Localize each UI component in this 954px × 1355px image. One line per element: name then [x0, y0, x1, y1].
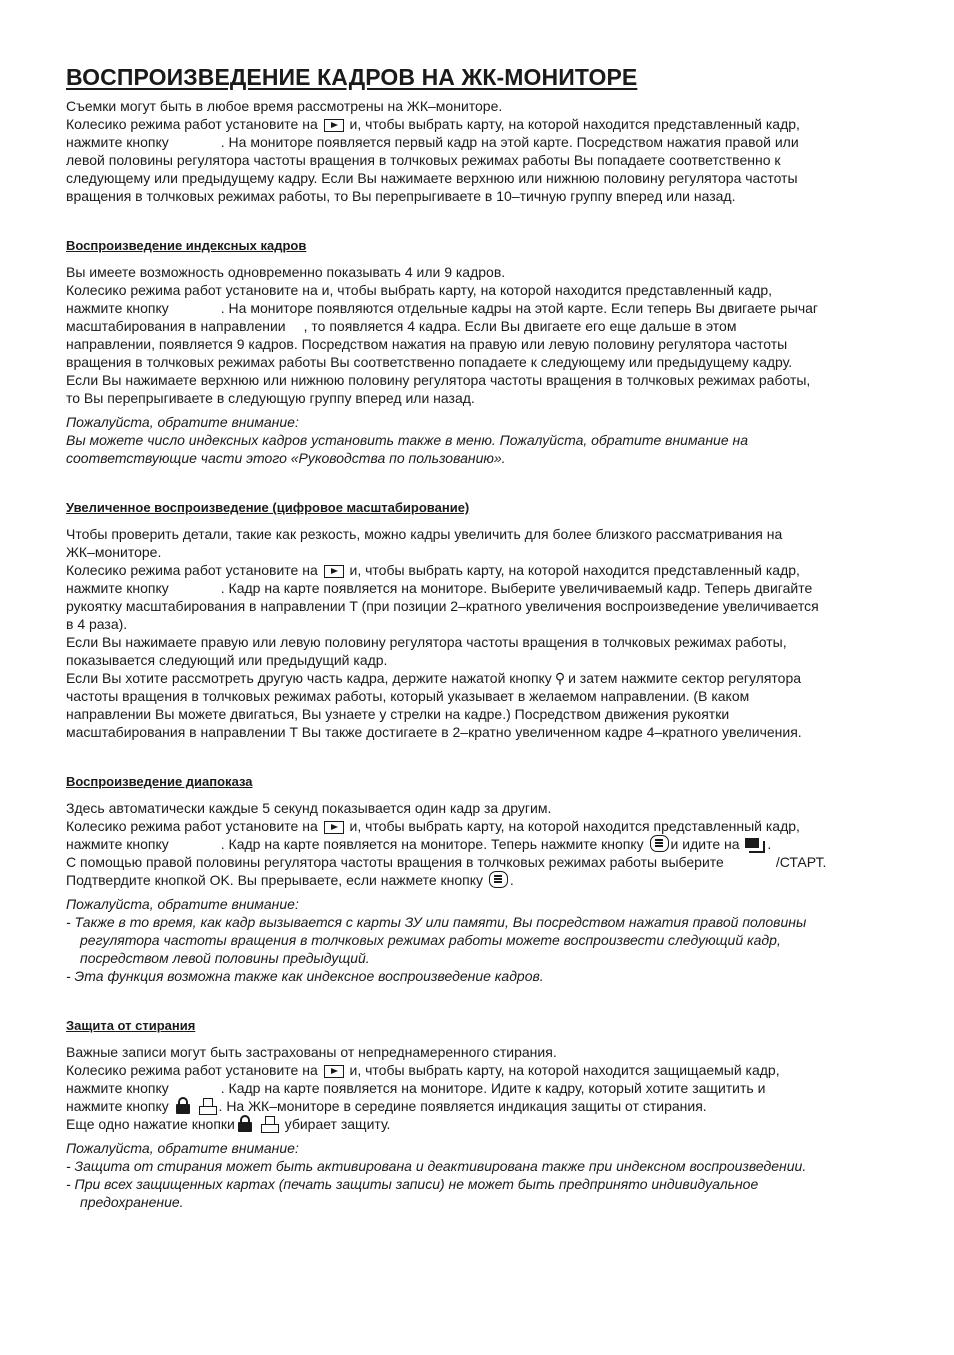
body-line: Если Вы хотите рассмотреть другую часть кадра, держите нажатой кнопку ⚲ и затем нажмите сектор регулятора: [66, 670, 802, 686]
document-page: [66, 62, 896, 1211]
body-line: нажмите кнопку . Кадр на карте появляется на мониторе. Теперь нажмите кнопку и идите на .: [66, 836, 772, 852]
body-line: Колесико режима работ установите на и, чтобы выбрать карту, на которой находится защищаемый кадр,: [66, 1062, 780, 1078]
section-heading: Воспроизведение индексных кадров: [66, 238, 307, 253]
body-line: Колесико режима работ установите на и, чтобы выбрать карту, на которой находится представленный кадр,: [66, 818, 800, 834]
lock-icon: [175, 1097, 191, 1115]
intro-section: [66, 97, 896, 205]
play-mode-icon: [324, 821, 344, 834]
note-bullet: - Эта функция возможна также как индексное воспроизведение кадров.: [66, 968, 544, 984]
body-line: Колесико режима работ установите на и, чтобы выбрать карту, на которой находится представленный кадр,: [66, 282, 773, 298]
body-line: нажмите кнопку . Кадр на карте появляется на мониторе. Выберите увеличиваемый кадр. Теперь двигайте: [66, 580, 813, 596]
body-line: рукоятку масштабирования в направлении T (при позиции 2–кратного увеличения воспроизведение увеличивается: [66, 598, 819, 614]
note-bullet: - При всех защищенных картах (печать защиты записи) не может быть предпринято индивидуальное предохранение.: [66, 1176, 759, 1210]
body-line: Еще одно нажатие кнопки убирает защиту.: [66, 1116, 391, 1132]
play-mode-icon: [324, 1065, 344, 1078]
intro-line: следующему или предыдущему кадру. Если Вы нажимаете верхнюю или нижнюю половину регулятора частоты: [66, 170, 798, 186]
body-line: Колесико режима работ установите на и, чтобы выбрать карту, на которой находится представленный кадр,: [66, 562, 800, 578]
play-mode-icon: [324, 119, 344, 132]
intro-line: нажмите кнопку . На мониторе появляется первый кадр на этой карте. Посредством нажатия правой или: [66, 134, 799, 150]
body-line: то Вы перепрыгиваете в следующую группу вперед или назад.: [66, 390, 475, 406]
body-line: показывается следующий или предыдущий кадр.: [66, 652, 388, 668]
section-heading: Защита от стирания: [66, 1018, 196, 1033]
note-title: Пожалуйста, обратите внимание:: [66, 1140, 299, 1156]
note-line: Вы можете число индексных кадров установить также в меню. Пожалуйста, обратите внимание на: [66, 432, 749, 448]
body-line: Важные записи могут быть застрахованы от непреднамеренного стирания.: [66, 1044, 557, 1060]
body-line: Если Вы нажимаете верхнюю или нижнюю половину регулятора частоты вращения в толчковых режимах работы,: [66, 372, 811, 388]
body-line: ЖК–мониторе.: [66, 544, 162, 560]
body-line: Если Вы нажимаете правую или левую половину регулятора частоты вращения в толчковых режимах работы,: [66, 634, 787, 650]
page-title: ВОСПРОИЗВЕДЕНИЕ КАДРОВ НА ЖК-МОНИТОРЕ: [66, 64, 638, 90]
body-line: нажмите кнопку . На мониторе появляются отдельные кадры на этой карте. Если теперь Вы двигаете рычаг: [66, 300, 819, 316]
note-bullet: - Защита от стирания может быть активирована и деактивирована также при индексном воспроизведении.: [66, 1158, 807, 1174]
body-line: частоты вращения в толчковых режимах работы, который указывает в желаемом направлении. (В каком: [66, 688, 750, 704]
body-line: направлении, появляется 9 кадров. Посредством нажатия на правую или левую половину регулятора частоты: [66, 336, 788, 352]
intro-line: левой половины регулятора частоты вращения в толчковых режимах работы Вы попадаете соответственно к: [66, 152, 781, 168]
zoom-section: [66, 499, 896, 741]
note-title: Пожалуйста, обратите внимание:: [66, 896, 299, 912]
index-section: [66, 237, 896, 467]
body-line: вращения в толчковых режимах работы Вы соответственно попадаете к следующему или предыдущему кадру.: [66, 354, 793, 370]
intro-line: Съемки могут быть в любое время рассмотрены на ЖК–мониторе.: [66, 98, 503, 114]
note-bullet: - Также в то время, как кадр вызывается с карты ЗУ или памяти, Вы посредством нажатия правой половины регулятора частоты вращения в толчковых режимах работы можете воспроизвести следующий кадр, посредством левой половины предыдущий.: [66, 914, 807, 966]
play-mode-icon: [324, 565, 344, 578]
body-line: Вы имеете возможность одновременно показывать 4 или 9 кадров.: [66, 264, 506, 280]
body-line: в 4 раза).: [66, 616, 128, 632]
print-protect-icon: [199, 1098, 217, 1115]
body-line: Чтобы проверить детали, такие как резкость, можно кадры увеличить для более близкого рассматривания на: [66, 526, 783, 542]
magnifier-icon: ⚲: [554, 670, 566, 686]
body-line: Здесь автоматически каждые 5 секунд показывается один кадр за другим.: [66, 800, 552, 816]
body-line: нажмите кнопку . Кадр на карте появляется на мониторе. Идите к кадру, который хотите защитить и: [66, 1080, 766, 1096]
section-heading: Воспроизведение диапоказа: [66, 774, 253, 789]
intro-line: вращения в толчковых режимах работы, то Вы перепрыгиваете в 10–тичную группу вперед или назад.: [66, 188, 736, 204]
menu-button-icon: [489, 871, 508, 888]
note-title: Пожалуйста, обратите внимание:: [66, 414, 299, 430]
body-line: масштабирования в направлении T Вы также достигаете в 2–кратно увеличенном кадре 4–кратного увеличения.: [66, 724, 802, 740]
menu-button-icon: [650, 835, 669, 852]
slideshow-section: [66, 773, 896, 985]
body-line: направлении Вы можете двигаться, Вы узнаете у стрелки на кадре.) Посредством движения рукоятки: [66, 706, 730, 722]
intro-line: Колесико режима работ установите на и, чтобы выбрать карту, на которой находится представленный кадр,: [66, 116, 800, 132]
section-heading: Увеличенное воспроизведение (цифровое масштабирование): [66, 500, 470, 515]
body-line: масштабирования в направлении , то появляется 4 кадра. Если Вы двигаете его еще дальше в этом: [66, 318, 737, 334]
note-line: соответствующие части этого «Руководства по пользованию».: [66, 450, 506, 466]
body-line: нажмите кнопку . На ЖК–мониторе в середине появляется индикация защиты от стирания.: [66, 1098, 707, 1114]
body-line: Подтвердите кнопкой OK. Вы прерываете, если нажмете кнопку .: [66, 872, 514, 888]
protect-section: [66, 1017, 896, 1211]
body-line: С помощью правой половины регулятора частоты вращения в толчковых режимах работы выберите /СТАРТ.: [66, 854, 827, 870]
lock-icon: [237, 1115, 253, 1133]
slideshow-icon: [745, 838, 765, 852]
print-protect-icon: [261, 1116, 279, 1133]
